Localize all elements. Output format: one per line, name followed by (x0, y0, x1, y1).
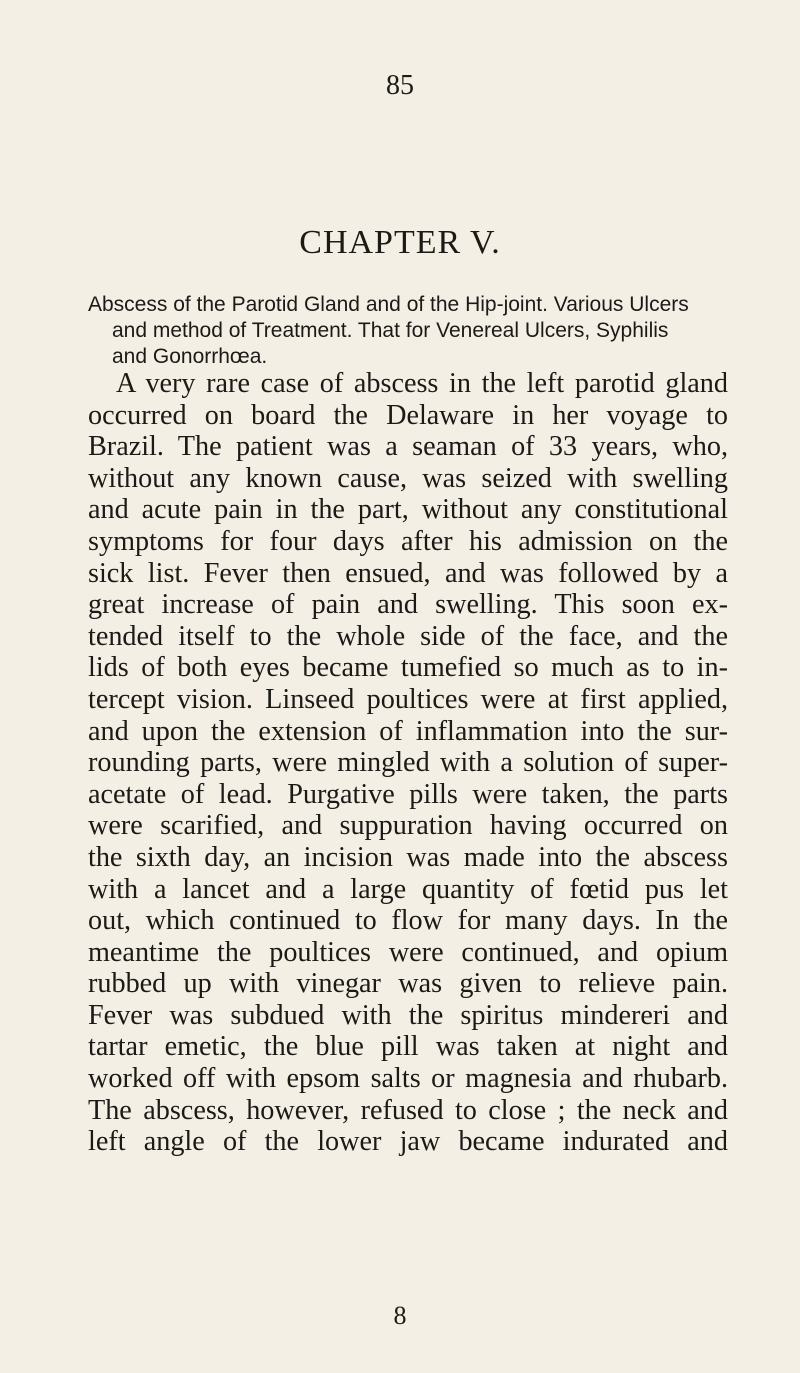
body-line: with a lancet and a large quantity of fœtid pus let (88, 873, 728, 905)
page-number: 85 (386, 70, 414, 101)
body-line: tended itself to the whole side of the face, and the (88, 620, 728, 652)
body-line: tercept vision. Linseed poultices were at first applied, (88, 683, 728, 715)
signature-mark: 8 (393, 1301, 407, 1330)
body-line: worked off with epsom salts or magnesia and rhubarb. (88, 1063, 728, 1095)
body-line: The abscess, however, refused to close ; the neck and (88, 1094, 728, 1126)
body-line: symptoms for four days after his admission on the (88, 525, 728, 557)
body-line: left angle of the lower jaw became indurated and (88, 1126, 728, 1158)
body-line: lids of both eyes became tumefied so much as to in- (88, 652, 728, 684)
summary-line: and method of Treatment. That for Venereal Ulcers, Syphilis (112, 319, 669, 342)
chapter-title: CHAPTER V. (299, 224, 501, 261)
body-line: out, which continued to flow for many days. In the (88, 905, 728, 937)
body-line: and acute pain in the part, without any constitutional (88, 494, 728, 526)
body-paragraph (88, 368, 728, 1158)
body-line: without any known cause, was seized with swelling (88, 462, 728, 494)
body-line: sick list. Fever then ensued, and was followed by a (88, 557, 728, 589)
summary-line: Abscess of the Parotid Gland and of the Hip-joint. Various Ulcers (88, 293, 689, 316)
body-line: Fever was subdued with the spiritus mindereri and (88, 999, 728, 1031)
body-line: meantime the poultices were continued, and opium (88, 936, 728, 968)
body-line: occurred on board the Delaware in her voyage to (88, 399, 728, 431)
body-line: rubbed up with vinegar was given to relieve pain. (88, 968, 728, 1000)
chapter-summary (88, 292, 708, 370)
body-line: A very rare case of abscess in the left parotid gland (116, 368, 728, 399)
body-line: were scarified, and suppuration having occurred on (88, 810, 728, 842)
body-line: rounding parts, were mingled with a solution of super- (88, 747, 728, 779)
body-line: great increase of pain and swelling. This soon ex- (88, 589, 728, 621)
body-line: the sixth day, an incision was made into the abscess (88, 841, 728, 873)
summary-line: and Gonorrhœa. (112, 345, 268, 368)
body-line: and upon the extension of inflammation into the sur- (88, 715, 728, 747)
body-line: tartar emetic, the blue pill was taken at night and (88, 1031, 728, 1063)
body-line: acetate of lead. Purgative pills were taken, the parts (88, 778, 728, 810)
body-line: Brazil. The patient was a seaman of 33 years, who, (88, 431, 728, 463)
